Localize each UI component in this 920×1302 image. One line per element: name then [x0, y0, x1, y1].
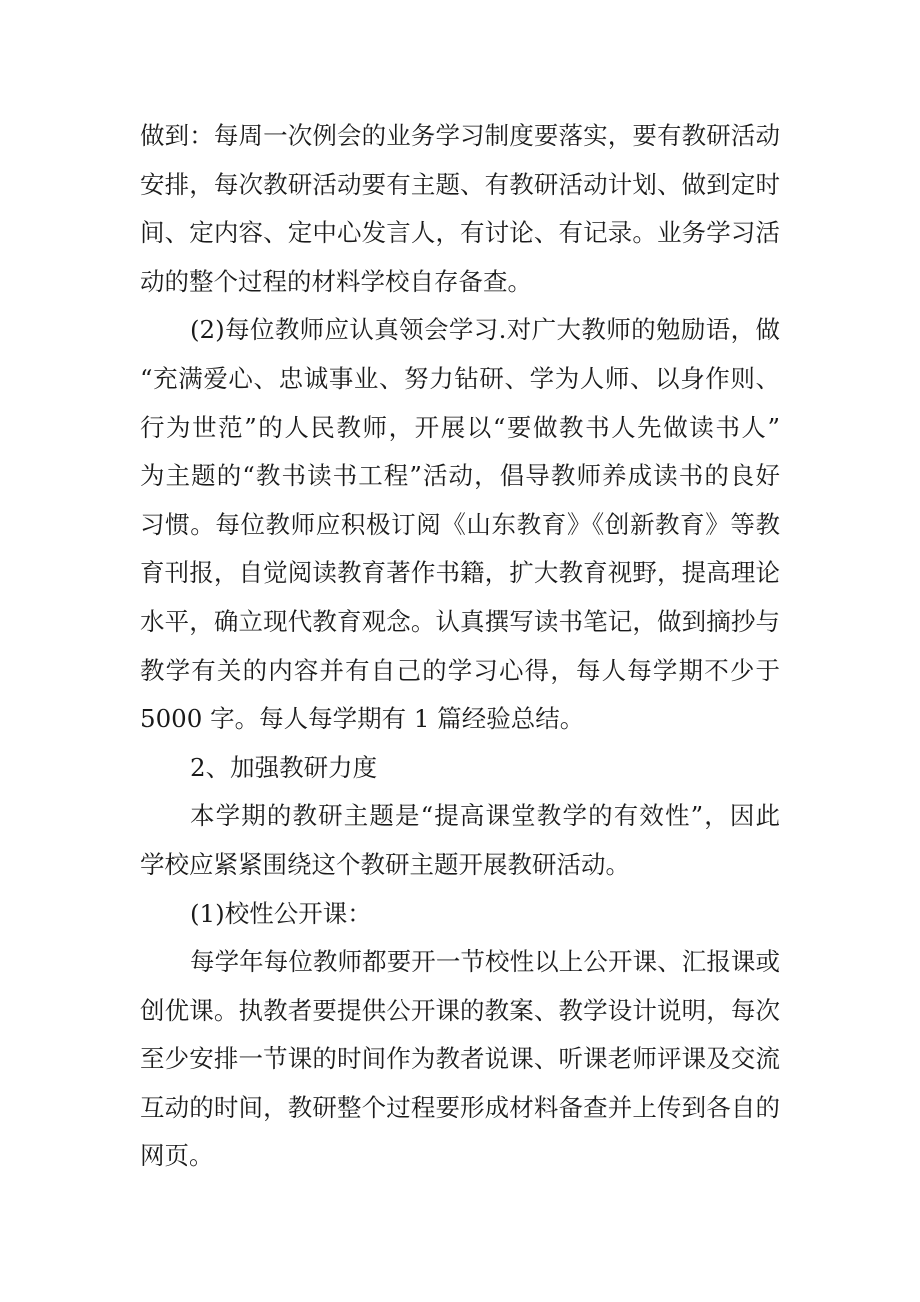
text-line: 动的整个过程的材料学校自存备查。: [140, 266, 532, 296]
text-line: 创优课。执教者要提供公开课的教案、教学设计说明，每次: [140, 995, 780, 1025]
text-line: 本学期的教研主题是“提高课堂教学的有效性”，因此: [190, 801, 780, 831]
text-line: 教学有关的内容并有自己的学习心得，每人每学期不少于: [140, 655, 780, 685]
text-line: 网页。: [140, 1141, 214, 1171]
document-body: [140, 112, 780, 1181]
text-line: 学校应紧紧围绕这个教研主题开展教研活动。: [140, 849, 630, 879]
text-line: “充满爱心、忠诚事业、努力钻研、学为人师、以身作则、: [140, 363, 780, 393]
text-line: 安排，每次教研活动要有主题、有教研活动计划、做到定时: [140, 169, 780, 199]
subsection-heading: (1)校性公开课：: [190, 898, 372, 928]
text-line: 行为世范”的人民教师，开展以“要做教书人先做读书人”: [140, 412, 780, 442]
text-line: 水平，确立现代教育观念。认真撰写读书笔记，做到摘抄与: [140, 606, 780, 636]
text-line: 间、定内容、定中心发言人，有讨论、有记录。业务学习活: [140, 218, 780, 248]
section-heading: 2、加强教研力度: [190, 752, 378, 782]
text-line: 育刊报，自觉阅读教育著作书籍，扩大教育视野，提高理论: [140, 558, 780, 588]
text-line: 互动的时间，教研整个过程要形成材料备查并上传到各自的: [140, 1092, 780, 1122]
text-line: 为主题的“教书读书工程”活动，倡导教师养成读书的良好: [140, 461, 780, 491]
text-line: 做到：每周一次例会的业务学习制度要落实，要有教研活动: [140, 121, 780, 150]
text-line: 5000 字。每人每学期有 1 篇经验总结。: [140, 704, 585, 734]
text-line: 每学年每位教师都要开一节校性以上公开课、汇报课或: [190, 947, 780, 977]
text-line: 习惯。每位教师应积极订阅《山东教育》《创新教育》等教: [140, 509, 780, 539]
text-line: 至少安排一节课的时间作为教者说课、听课老师评课及交流: [140, 1044, 780, 1074]
text-line: (2)每位教师应认真领会学习.对广大教师的勉励语，做: [190, 315, 780, 345]
